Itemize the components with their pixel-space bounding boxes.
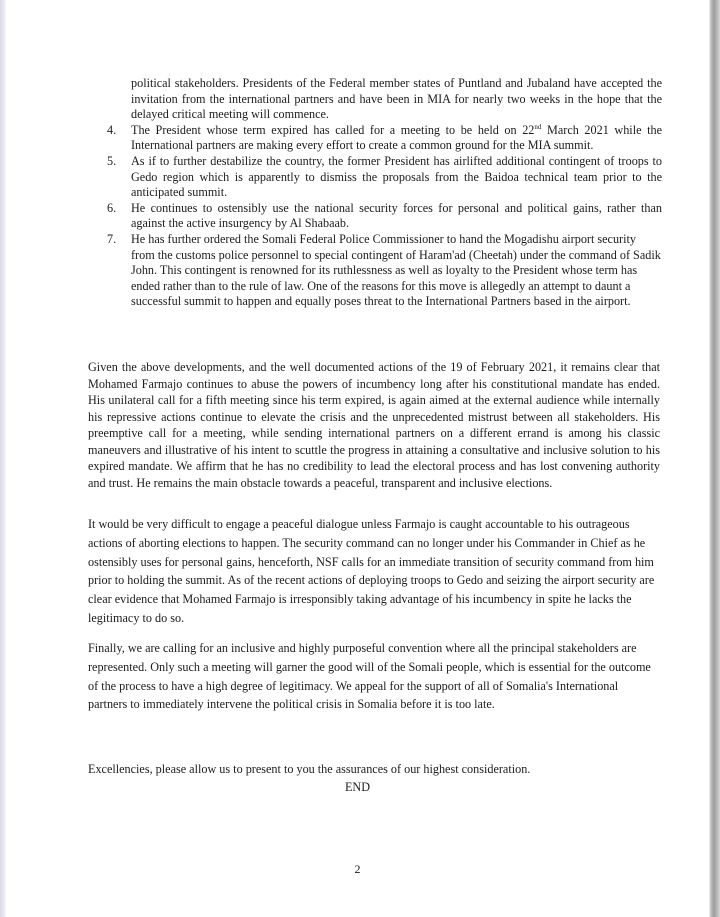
page-right-edge — [709, 0, 720, 917]
list-item-7 — [107, 232, 662, 310]
paragraph-convention: Finally, we are calling for an inclusive and highly purposeful convention where all the principal stakeholders are represented. Only such a meeting will garner the good will of the Somali people, which is essential for the outcome of the process to have a high degree of legitimacy. We appeal for the support of all of Somalia's International partners to immediately intervene the political crisis in Somalia before it is too late. — [88, 641, 651, 712]
list-item-4 — [107, 123, 662, 154]
list-item-5 — [107, 154, 662, 201]
list-number: 6. — [107, 200, 117, 215]
list-item-text: As if to further destabilize the country, the former President has airlifted additional contingent of troops to Gedo region which is apparently to dismiss the proposals from the Baidoa technical team prior to the anticipated summit. — [131, 153, 662, 200]
list-item-continuation: political stakeholders. Presidents of the Federal member states of Puntland and Jubaland have accepted the invitation from the international partners and have been in MIA for nearly two weeks in the hope that the delayed critical meeting will commence. — [131, 76, 662, 122]
list-number: 7. — [107, 231, 117, 246]
list-item-text-part: The President whose term expired has called for a meeting to be held on 22 — [131, 122, 535, 137]
list-number: 4. — [107, 122, 117, 137]
list-number: 5. — [107, 153, 117, 168]
list-item-text — [131, 123, 662, 154]
paragraph-developments: Given the above developments, and the well documented actions of the 19 of February 2021, it remains clear that Mohamed Farmajo continues to abuse the powers of incumbency long after his constitutional mandate has ended. His unilateral call for a fifth meeting since his term expired, is again aimed at the external audience while internally his repressive actions continue to elevate the crisis and the unprecedented mistrust between all stakeholders. His preemptive call for a meeting, while sending international partners on a different errand is among his classic maneuvers and illustrative of his intent to scuttle the progress in attaining a consultative and inclusive solution to his expired mandate. We affirm that he has no credibility to lead the electoral process and has lost convening authority and trust. He remains the main obstacle towards a peaceful, transparent and inclusive elections. — [88, 360, 660, 490]
list-item-text: He continues to ostensibly use the national security forces for personal and political gains, rather than against the active insurgency by Al Shabaab. — [131, 200, 662, 231]
ordinal-superscript: nd — [534, 122, 542, 131]
closing-line: Excellencies, please allow us to present to you the assurances of our highest consideration. — [88, 762, 531, 776]
end-marker: END — [344, 780, 371, 794]
paragraph-dialogue: It would be very difficult to engage a peaceful dialogue unless Farmajo is caught accountable to his outrageous actions of aborting elections to happen. The security command can no longer under his Commander in Chief as he ostensibly uses for personal gains, henceforth, NSF calls for an immediate transition of security command from him prior to holding the summit. As of the recent actions of deploying troops to Gedo and seizing the airport security are clear evidence that Mohamed Farmajo is irresponsibly taking advantage of his incumbency in spite he lacks the legitimacy to do so. — [88, 517, 655, 625]
list-item-6 — [107, 201, 662, 232]
list-item-text-part: March 2021 while the International partners are making every effort to create a common ground for the MIA summit. — [131, 122, 662, 153]
list-item-text: He has further ordered the Somali Federal Police Commissioner to hand the Mogadishu airport security from the customs police personnel to special contingent of Haram'ad (Cheetah) under the command of Sadik John. This contingent is renowned for its ruthlessness as well as loyalty to the President whose term has ended rather than to the rule of law. One of the reasons for this move is allegedly an attempt to daunt a successful summit to happen and equally poses threat to the International Partners based in the airport. — [131, 231, 661, 309]
page-number: 2 — [354, 862, 361, 876]
numbered-list — [107, 76, 662, 310]
